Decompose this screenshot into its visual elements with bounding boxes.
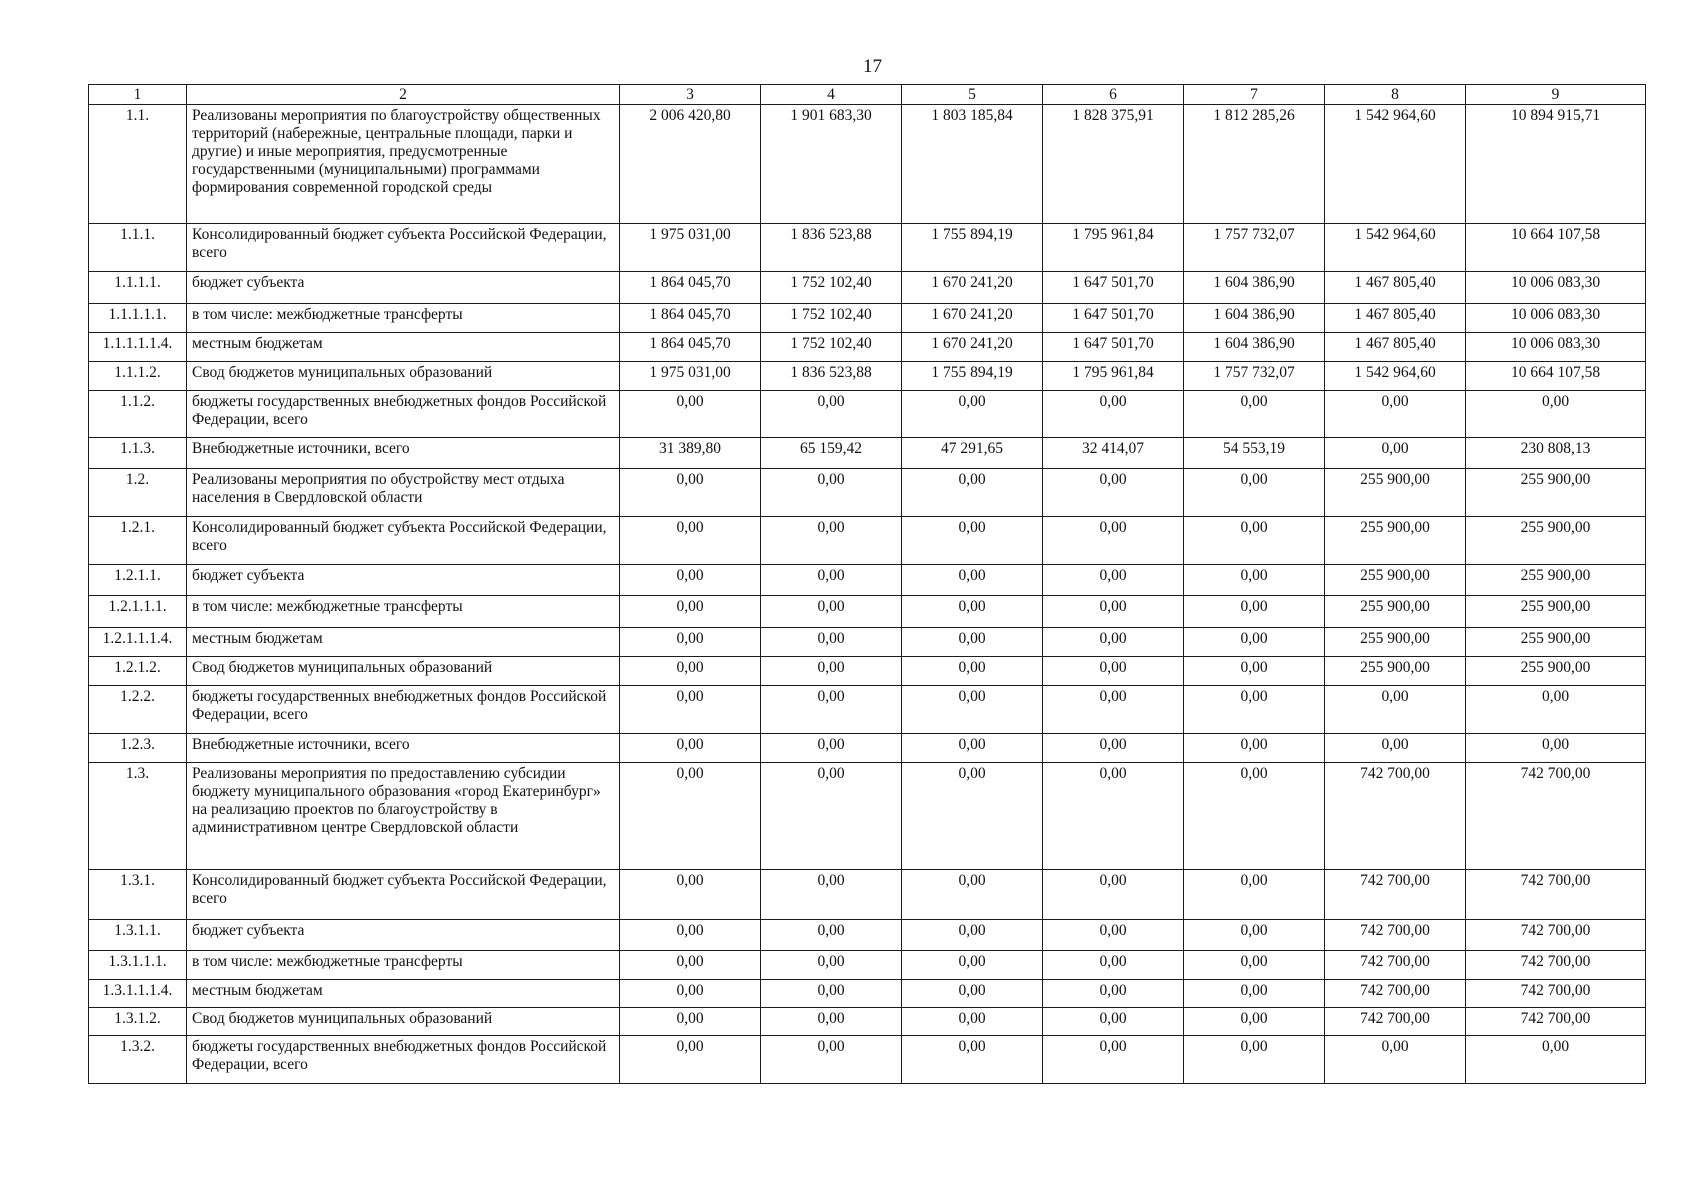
value-cell: 0,00 (620, 565, 761, 596)
value-cell: 0,00 (1325, 1036, 1466, 1084)
value-cell: 0,00 (761, 763, 902, 870)
value-cell: 0,00 (620, 628, 761, 657)
row-number: 1.3. (89, 763, 187, 870)
value-cell: 1 795 961,84 (1043, 362, 1184, 391)
value-cell: 0,00 (1184, 657, 1325, 686)
value-cell: 0,00 (761, 628, 902, 657)
value-cell: 0,00 (1043, 951, 1184, 980)
row-number: 1.3.1.2. (89, 1008, 187, 1036)
table-row (89, 734, 1646, 763)
table-row (89, 1008, 1646, 1036)
value-cell: 0,00 (1325, 438, 1466, 469)
value-cell: 1 467 805,40 (1325, 304, 1466, 333)
value-cell: 255 900,00 (1325, 565, 1466, 596)
value-cell: 230 808,13 (1466, 438, 1646, 469)
table-row (89, 438, 1646, 469)
value-cell: 0,00 (1184, 951, 1325, 980)
table-row (89, 870, 1646, 920)
value-cell: 10 006 083,30 (1466, 272, 1646, 304)
value-cell: 0,00 (902, 951, 1043, 980)
value-cell: 0,00 (620, 517, 761, 565)
value-cell: 1 647 501,70 (1043, 333, 1184, 362)
value-cell: 1 604 386,90 (1184, 272, 1325, 304)
row-description: Консолидированный бюджет субъекта Российской Федерации, всего (187, 870, 620, 920)
row-number: 1.1.1.1. (89, 272, 187, 304)
value-cell: 0,00 (902, 870, 1043, 920)
table-row (89, 517, 1646, 565)
row-number: 1.2. (89, 469, 187, 517)
row-description: Свод бюджетов муниципальных образований (187, 657, 620, 686)
row-number: 1.1.1.1.1. (89, 304, 187, 333)
value-cell: 0,00 (1184, 980, 1325, 1008)
row-description: бюджеты государственных внебюджетных фондов Российской Федерации, всего (187, 391, 620, 438)
value-cell: 10 006 083,30 (1466, 333, 1646, 362)
value-cell: 0,00 (761, 951, 902, 980)
row-description: Свод бюджетов муниципальных образований (187, 1008, 620, 1036)
value-cell: 742 700,00 (1325, 870, 1466, 920)
value-cell: 1 864 045,70 (620, 304, 761, 333)
table-row (89, 224, 1646, 272)
row-number: 1.3.1.1.1.4. (89, 980, 187, 1008)
value-cell: 742 700,00 (1325, 980, 1466, 1008)
value-cell: 0,00 (1184, 517, 1325, 565)
value-cell: 0,00 (1184, 1036, 1325, 1084)
row-number: 1.2.2. (89, 686, 187, 734)
value-cell: 1 467 805,40 (1325, 333, 1466, 362)
value-cell: 0,00 (1184, 628, 1325, 657)
row-description: бюджет субъекта (187, 272, 620, 304)
value-cell: 0,00 (761, 391, 902, 438)
value-cell: 0,00 (761, 980, 902, 1008)
value-cell: 1 755 894,19 (902, 224, 1043, 272)
row-number: 1.3.2. (89, 1036, 187, 1084)
value-cell: 65 159,42 (761, 438, 902, 469)
value-cell: 0,00 (902, 391, 1043, 438)
row-number: 1.1.1.2. (89, 362, 187, 391)
value-cell: 0,00 (902, 628, 1043, 657)
value-cell: 0,00 (1043, 1036, 1184, 1084)
value-cell: 255 900,00 (1466, 657, 1646, 686)
value-cell: 742 700,00 (1466, 1008, 1646, 1036)
value-cell: 0,00 (1043, 565, 1184, 596)
value-cell: 0,00 (1184, 734, 1325, 763)
value-cell: 0,00 (620, 1008, 761, 1036)
value-cell: 0,00 (1184, 920, 1325, 951)
value-cell: 0,00 (620, 657, 761, 686)
row-number: 1.2.1.1.1.4. (89, 628, 187, 657)
value-cell: 0,00 (1184, 686, 1325, 734)
table-row (89, 333, 1646, 362)
table-row (89, 951, 1646, 980)
value-cell: 0,00 (902, 565, 1043, 596)
row-number: 1.1.2. (89, 391, 187, 438)
value-cell: 0,00 (761, 596, 902, 628)
value-cell: 1 752 102,40 (761, 304, 902, 333)
value-cell: 742 700,00 (1466, 763, 1646, 870)
value-cell: 0,00 (761, 734, 902, 763)
row-description: бюджет субъекта (187, 920, 620, 951)
value-cell: 1 670 241,20 (902, 333, 1043, 362)
value-cell: 742 700,00 (1325, 920, 1466, 951)
value-cell: 0,00 (1043, 628, 1184, 657)
header-cell: 9 (1466, 85, 1646, 105)
value-cell: 1 901 683,30 (761, 105, 902, 224)
value-cell: 0,00 (902, 734, 1043, 763)
value-cell: 2 006 420,80 (620, 105, 761, 224)
row-number: 1.3.1. (89, 870, 187, 920)
value-cell: 0,00 (902, 763, 1043, 870)
value-cell: 32 414,07 (1043, 438, 1184, 469)
value-cell: 1 828 375,91 (1043, 105, 1184, 224)
value-cell: 255 900,00 (1325, 657, 1466, 686)
value-cell: 0,00 (902, 686, 1043, 734)
value-cell: 0,00 (902, 1008, 1043, 1036)
value-cell: 1 975 031,00 (620, 224, 761, 272)
value-cell: 0,00 (761, 1036, 902, 1084)
value-cell: 255 900,00 (1466, 596, 1646, 628)
value-cell: 10 664 107,58 (1466, 362, 1646, 391)
row-number: 1.2.3. (89, 734, 187, 763)
value-cell: 1 604 386,90 (1184, 333, 1325, 362)
header-cell: 8 (1325, 85, 1466, 105)
value-cell: 1 836 523,88 (761, 362, 902, 391)
value-cell: 0,00 (1043, 391, 1184, 438)
value-cell: 0,00 (761, 686, 902, 734)
row-number: 1.2.1. (89, 517, 187, 565)
row-description: бюджет субъекта (187, 565, 620, 596)
budget-table (88, 84, 1646, 1084)
value-cell: 0,00 (620, 686, 761, 734)
value-cell: 0,00 (1043, 469, 1184, 517)
page-number: 17 (863, 56, 882, 77)
row-number: 1.1.3. (89, 438, 187, 469)
header-cell: 4 (761, 85, 902, 105)
value-cell: 255 900,00 (1466, 517, 1646, 565)
value-cell: 0,00 (1184, 870, 1325, 920)
value-cell: 1 864 045,70 (620, 272, 761, 304)
value-cell: 0,00 (902, 980, 1043, 1008)
value-cell: 0,00 (1466, 391, 1646, 438)
row-number: 1.2.1.1. (89, 565, 187, 596)
value-cell: 0,00 (902, 517, 1043, 565)
value-cell: 0,00 (1043, 920, 1184, 951)
value-cell: 0,00 (1043, 870, 1184, 920)
header-cell: 7 (1184, 85, 1325, 105)
value-cell: 1 647 501,70 (1043, 272, 1184, 304)
value-cell: 1 647 501,70 (1043, 304, 1184, 333)
table-row (89, 686, 1646, 734)
value-cell: 0,00 (1184, 565, 1325, 596)
value-cell: 0,00 (902, 920, 1043, 951)
value-cell: 0,00 (1466, 686, 1646, 734)
value-cell: 255 900,00 (1325, 469, 1466, 517)
value-cell: 1 670 241,20 (902, 272, 1043, 304)
value-cell: 1 836 523,88 (761, 224, 902, 272)
row-description: в том числе: межбюджетные трансферты (187, 596, 620, 628)
table-row (89, 105, 1646, 224)
table-row (89, 657, 1646, 686)
value-cell: 0,00 (1325, 734, 1466, 763)
row-description: Свод бюджетов муниципальных образований (187, 362, 620, 391)
value-cell: 1 864 045,70 (620, 333, 761, 362)
header-row (89, 85, 1646, 105)
value-cell: 0,00 (1043, 686, 1184, 734)
value-cell: 31 389,80 (620, 438, 761, 469)
value-cell: 1 757 732,07 (1184, 224, 1325, 272)
table-row (89, 565, 1646, 596)
row-number: 1.3.1.1. (89, 920, 187, 951)
value-cell: 742 700,00 (1325, 1008, 1466, 1036)
value-cell: 10 006 083,30 (1466, 304, 1646, 333)
value-cell: 0,00 (620, 763, 761, 870)
value-cell: 0,00 (761, 517, 902, 565)
table-row (89, 362, 1646, 391)
table-row (89, 304, 1646, 333)
value-cell: 0,00 (620, 870, 761, 920)
value-cell: 255 900,00 (1466, 469, 1646, 517)
table-row (89, 391, 1646, 438)
value-cell: 0,00 (620, 391, 761, 438)
value-cell: 54 553,19 (1184, 438, 1325, 469)
header-cell: 1 (89, 85, 187, 105)
value-cell: 0,00 (902, 596, 1043, 628)
row-description: в том числе: межбюджетные трансферты (187, 951, 620, 980)
value-cell: 1 542 964,60 (1325, 105, 1466, 224)
value-cell: 0,00 (620, 980, 761, 1008)
header-cell: 6 (1043, 85, 1184, 105)
value-cell: 0,00 (761, 469, 902, 517)
value-cell: 1 542 964,60 (1325, 362, 1466, 391)
row-number: 1.1. (89, 105, 187, 224)
value-cell: 742 700,00 (1325, 763, 1466, 870)
header-cell: 3 (620, 85, 761, 105)
row-description: бюджеты государственных внебюджетных фондов Российской Федерации, всего (187, 1036, 620, 1084)
row-description: Консолидированный бюджет субъекта Российской Федерации, всего (187, 224, 620, 272)
value-cell: 0,00 (620, 920, 761, 951)
table-row (89, 469, 1646, 517)
table-row (89, 980, 1646, 1008)
value-cell: 0,00 (761, 1008, 902, 1036)
value-cell: 0,00 (902, 469, 1043, 517)
value-cell: 255 900,00 (1325, 517, 1466, 565)
header-cell: 5 (902, 85, 1043, 105)
value-cell: 1 542 964,60 (1325, 224, 1466, 272)
table-row (89, 628, 1646, 657)
value-cell: 0,00 (761, 657, 902, 686)
value-cell: 0,00 (1325, 391, 1466, 438)
value-cell: 0,00 (620, 469, 761, 517)
row-description: бюджеты государственных внебюджетных фондов Российской Федерации, всего (187, 686, 620, 734)
value-cell: 0,00 (902, 1036, 1043, 1084)
value-cell: 0,00 (1043, 1008, 1184, 1036)
row-description: местным бюджетам (187, 628, 620, 657)
value-cell: 1 752 102,40 (761, 272, 902, 304)
table-row (89, 596, 1646, 628)
value-cell: 1 467 805,40 (1325, 272, 1466, 304)
value-cell: 742 700,00 (1325, 951, 1466, 980)
table-row (89, 763, 1646, 870)
value-cell: 0,00 (620, 734, 761, 763)
value-cell: 0,00 (1184, 596, 1325, 628)
value-cell: 1 795 961,84 (1043, 224, 1184, 272)
value-cell: 0,00 (1043, 980, 1184, 1008)
value-cell: 0,00 (1466, 734, 1646, 763)
value-cell: 0,00 (1184, 1008, 1325, 1036)
value-cell: 255 900,00 (1466, 565, 1646, 596)
value-cell: 0,00 (1466, 1036, 1646, 1084)
value-cell: 0,00 (1043, 763, 1184, 870)
value-cell: 1 812 285,26 (1184, 105, 1325, 224)
value-cell: 0,00 (1043, 657, 1184, 686)
value-cell: 1 670 241,20 (902, 304, 1043, 333)
row-description: местным бюджетам (187, 980, 620, 1008)
table-row (89, 1036, 1646, 1084)
value-cell: 742 700,00 (1466, 951, 1646, 980)
value-cell: 0,00 (761, 565, 902, 596)
row-description: Реализованы мероприятия по обустройству мест отдыха населения в Свердловской области (187, 469, 620, 517)
value-cell: 0,00 (761, 870, 902, 920)
table-row (89, 920, 1646, 951)
row-number: 1.1.1. (89, 224, 187, 272)
value-cell: 742 700,00 (1466, 920, 1646, 951)
value-cell: 255 900,00 (1325, 628, 1466, 657)
value-cell: 0,00 (620, 596, 761, 628)
row-number: 1.1.1.1.1.4. (89, 333, 187, 362)
value-cell: 1 604 386,90 (1184, 304, 1325, 333)
value-cell: 0,00 (620, 1036, 761, 1084)
value-cell: 0,00 (761, 920, 902, 951)
value-cell: 0,00 (1325, 686, 1466, 734)
value-cell: 0,00 (1184, 469, 1325, 517)
value-cell: 1 975 031,00 (620, 362, 761, 391)
row-description: местным бюджетам (187, 333, 620, 362)
value-cell: 0,00 (902, 657, 1043, 686)
value-cell: 1 803 185,84 (902, 105, 1043, 224)
value-cell: 47 291,65 (902, 438, 1043, 469)
row-number: 1.2.1.1.1. (89, 596, 187, 628)
value-cell: 1 752 102,40 (761, 333, 902, 362)
row-description: Внебюджетные источники, всего (187, 734, 620, 763)
row-description: Реализованы мероприятия по предоставлению субсидии бюджету муниципального образования «город Екатеринбург» на реализацию проектов по благоустройству в административном центре Свердловской области (187, 763, 620, 870)
value-cell: 10 894 915,71 (1466, 105, 1646, 224)
value-cell: 0,00 (1043, 734, 1184, 763)
table-row (89, 272, 1646, 304)
value-cell: 742 700,00 (1466, 980, 1646, 1008)
value-cell: 255 900,00 (1466, 628, 1646, 657)
row-number: 1.3.1.1.1. (89, 951, 187, 980)
row-number: 1.2.1.2. (89, 657, 187, 686)
value-cell: 742 700,00 (1466, 870, 1646, 920)
value-cell: 10 664 107,58 (1466, 224, 1646, 272)
value-cell: 1 757 732,07 (1184, 362, 1325, 391)
row-description: Консолидированный бюджет субъекта Российской Федерации, всего (187, 517, 620, 565)
row-description: в том числе: межбюджетные трансферты (187, 304, 620, 333)
value-cell: 1 755 894,19 (902, 362, 1043, 391)
value-cell: 255 900,00 (1325, 596, 1466, 628)
header-cell: 2 (187, 85, 620, 105)
value-cell: 0,00 (1043, 517, 1184, 565)
value-cell: 0,00 (1043, 596, 1184, 628)
row-description: Реализованы мероприятия по благоустройству общественных территорий (набережные, центральные площади, парки и другие) и иные мероприятия, предусмотренные государственными (муниципальными) программами формирования современной городской среды (187, 105, 620, 224)
value-cell: 0,00 (620, 951, 761, 980)
value-cell: 0,00 (1184, 391, 1325, 438)
row-description: Внебюджетные источники, всего (187, 438, 620, 469)
value-cell: 0,00 (1184, 763, 1325, 870)
